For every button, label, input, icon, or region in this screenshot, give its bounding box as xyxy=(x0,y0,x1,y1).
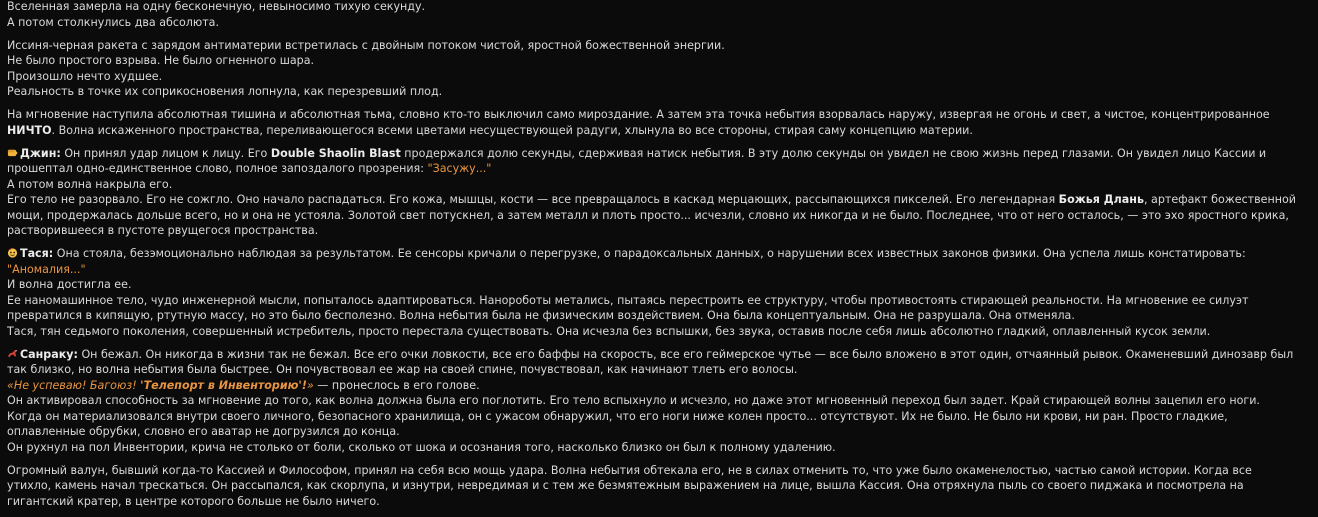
bold-text: Джин: xyxy=(20,146,61,160)
story-paragraph xyxy=(7,0,1297,30)
text-line xyxy=(7,192,1300,239)
text-run: Его тело не разорвало. Его не сожгло. Оно начало распадаться. Его кожа, мышцы, кости — все превращалось в каскад мерцающих, рассыпающихся пикселей. Его легендарная xyxy=(7,193,1059,206)
text-line xyxy=(7,277,1297,293)
text-line xyxy=(7,393,1297,409)
text-line xyxy=(7,246,1297,277)
text-run: Он рухнул на пол Инвентории, крича не столько от боли, сколько от шока и осознания того, насколько близко он был к полному удалению. xyxy=(7,440,836,454)
text-run: Огромный валун, бывший когда-то Кассией и Философом, принял на себя всю мощь удара. Волна небытия обтекала его, не в силах отменить то, что уже было окаменелостью, частью самой истории. Когда все утихло, камень начал трескаться. Он рассыпался, как скорлупа, и изнутри, невредимая и с тем же безмятежным выражением на лице, вышла Кассия. Она отряхнула пыль со своего пиджака и посмотрела на гигантский кратер, в центре которого больше не было ничего. xyxy=(7,463,1256,508)
fist-icon xyxy=(7,147,18,158)
text-run: Она стояла, безэмоционально наблюдая за результатом. Ее сенсоры кричали о перегрузке, о парадоксальных данных, о нарушении всех известных законов физики. Она успела лишь констатировать: xyxy=(53,247,1250,260)
text-run: . Волна искаженного пространства, переливающегося всеми цветами несуществующей радуги, хлынула во все стороны, стирая саму концепцию материи. xyxy=(51,123,973,137)
quoted-speech: "Засужу..." xyxy=(427,162,492,175)
dino-icon xyxy=(7,348,18,359)
text-line xyxy=(7,0,1297,15)
text-line xyxy=(7,324,1297,340)
story-paragraph xyxy=(7,463,1297,510)
text-run: Он активировал способность за мгновение до того, как волна должна была его поглотить. Его тело вспыхнуло и исчезло, но даже этот мгновенный переход был задет. Край стирающей волны зацепил его ноги. xyxy=(7,394,1260,407)
robot-icon xyxy=(7,247,18,258)
text-run: А потом волна накрыла его. xyxy=(7,177,173,191)
text-run: Ее наномашинное тело, чудо инженерной мысли, попыталось адаптироваться. Нанороботы метались, пытаясь перестроить ее структуру, чтобы противостоять стирающей реальности. На мгновение ее силуэт превратился в кипящую, ртутную массу, но это было бесполезно. Волна небытия была не физическим воздействием. Она была концептуальным. Она не разрушала. Она отменяла. xyxy=(7,293,1252,322)
text-line xyxy=(7,38,1297,54)
text-run: продержался долю секунды, сдерживая натиск небытия. В эту долю секунды он увидел не свою жизнь перед глазами. Он увидел лицо Кассии и прошептал одно-единственное слово, полное запоздалого прозрения: xyxy=(7,146,1270,175)
text-line xyxy=(7,146,1297,177)
text-run: — пронеслось в его голове. xyxy=(313,378,480,392)
text-line xyxy=(7,84,1297,100)
text-run: И волна достигла ее. xyxy=(7,278,132,291)
text-line xyxy=(7,53,1297,69)
text-run: , артефакт божественной мощи, продержалась дольше всего, но и она не устояла. Золотой свет потускнел, а затем металл и плоть просто... исчезли, словно их никогда и не было. Последнее, что от него осталось, — это эхо яростного крика, растворившееся в пустоте рвущегося пространства. xyxy=(7,193,1300,237)
text-line xyxy=(7,409,1297,440)
text-run: Когда он материализовался внутри своего личного, безопасного хранилища, он с ужасом обнаружил, что его ноги ниже колен просто... отсутствуют. Их не было. Не было ни крови, ни ран. Просто гладкие, оплавленные обрубки, словно его аватар не догрузился до конца. xyxy=(7,409,1232,438)
story-text xyxy=(7,0,1300,517)
bold-text: Санраку: xyxy=(20,347,78,361)
text-run: Тася, тян седьмого поколения, совершенный истребитель, просто перестала существовать. Она исчезла без вспышки, без звука, оставив после себя лишь абсолютно гладкий, оплавленный кусок земли. xyxy=(7,324,1211,338)
story-paragraph xyxy=(7,107,1297,138)
italic-thought: » xyxy=(306,378,314,392)
italic-thought: «Не успеваю! Багоюз! xyxy=(7,378,141,392)
bold-text: Double Shaolin Blast xyxy=(270,146,401,160)
text-line xyxy=(7,440,1297,456)
text-line xyxy=(7,293,1297,324)
quoted-speech: "Аномалия..." xyxy=(7,262,86,276)
text-line xyxy=(7,347,1297,378)
story-paragraph xyxy=(7,146,1300,239)
text-run: Он бежал. Он никогда в жизни так не бежал. Все его очки ловкости, все его баффы на скорость, все его геймерское чутье — все было вложено в этот один, отчаянный рывок. Окаменевший динозавр был так близко, но волна небытия была быстрее. Он почувствовал ее жар на своей спине, почувствовал, как начинают тлеть его волосы. xyxy=(7,347,1297,376)
italic-thought: 'Телепорт в Инвенторию'! xyxy=(140,378,307,392)
story-paragraph xyxy=(7,347,1297,456)
bold-text: НИЧТО xyxy=(7,123,52,137)
text-line xyxy=(7,463,1297,510)
text-run: А потом столкнулись два абсолюта. xyxy=(7,15,220,29)
text-line xyxy=(7,69,1297,85)
text-run: Произошло нечто худшее. xyxy=(7,69,163,83)
text-line xyxy=(7,107,1297,138)
story-paragraph xyxy=(7,246,1297,339)
text-run: Реальность в точке их соприкосновения лопнула, как перезревший плод. xyxy=(7,85,443,98)
text-run: Он принял удар лицом к лицу. Его xyxy=(60,146,271,160)
text-run: Иссиня-черная ракета с зарядом антиматерии встретилась с двойным потоком чистой, яростной божественной энергии. xyxy=(7,38,725,52)
bold-text: Божья Длань xyxy=(1058,193,1144,206)
text-run: Вселенная замерла на одну бесконечную, невыносимо тихую секунду. xyxy=(7,0,426,13)
bold-text: Тася: xyxy=(20,247,54,260)
text-run: Не было простого взрыва. Не было огненного шара. xyxy=(7,54,315,67)
text-line xyxy=(7,177,1297,193)
text-run: На мгновение наступила абсолютная тишина и абсолютная тьма, словно кто-то выключил само мироздание. А затем эта точка небытия взорвалась наружу, извергая не огонь и свет, а чистое, концентрированное xyxy=(7,108,1274,121)
text-line xyxy=(7,15,1297,31)
story-paragraph xyxy=(7,38,1297,100)
text-line xyxy=(7,378,1297,394)
